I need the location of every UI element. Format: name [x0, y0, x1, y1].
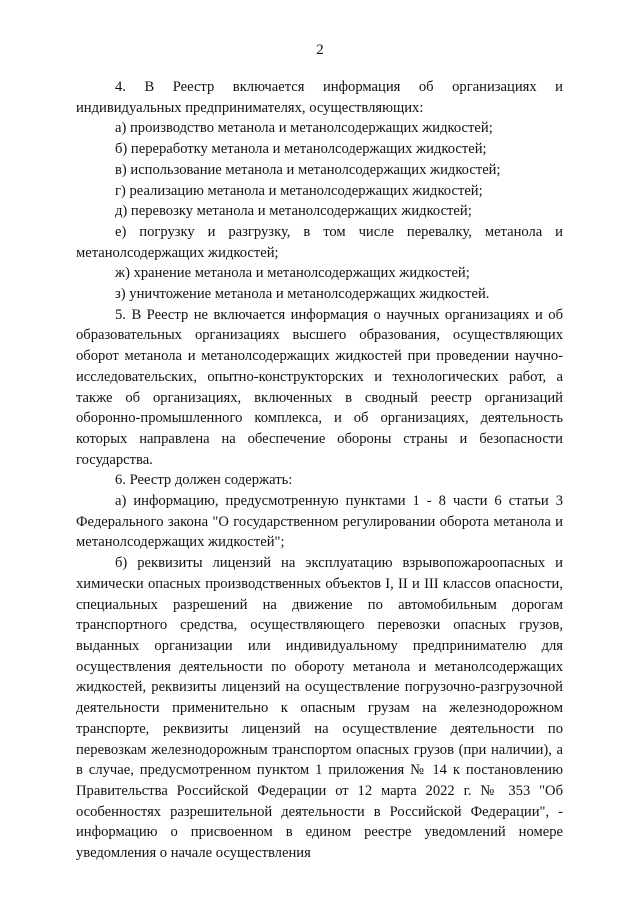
paragraph-item-4d: д) перевозку метанола и метанолсодержащих жидкостей; [115, 203, 472, 220]
paragraph-item-4-intro: 4. В Реестр включается информация об организациях и индивидуальных предпринимателях, осуществляющих: [76, 79, 563, 116]
paragraph-item-6a: а) информацию, предусмотренную пунктами 1 - 8 части 6 статьи 3 Федерального закона "О государственном регулировании оборота метанола и метанолсодержащих жидкостей"; [76, 493, 563, 551]
paragraph-item-4z: з) уничтожение метанола и метанолсодержащих жидкостей. [115, 286, 490, 303]
paragraph-item-4v: в) использование метанола и метанолсодержащих жидкостей; [115, 161, 501, 178]
paragraph-item-4e: е) погрузку и разгрузку, в том числе перевалку, метанола и метанолсодержащих жидкостей; [76, 223, 563, 261]
page-number: 2 [316, 42, 324, 58]
paragraph-item-4b: б) переработку метанола и метанолсодержащих жидкостей; [115, 141, 487, 158]
paragraph-item-5: 5. В Реестр не включается информация о научных организациях и об образовательных организациях высшего образования, осуществляющих оборот метанола и метанолсодержащих жидкостей при проведении научно-исследовательских, опытно-конструкторских и технологических работ, а также об организациях, включенных в сводный реестр организаций оборонно-промышленного комплекса, и об организациях, деятельность которых направлена на обеспечение обороны страны и безопасности государства. [76, 306, 563, 468]
paragraph-item-6b: б) реквизиты лицензий на эксплуатацию взрывопожароопасных и химически опасных производственных объектов I, II и III классов опасности, специальных разрешений на движение по автомобильным дорогам транспортного средства, осуществляющего перевозки опасных грузов, выданных организации или индивидуальному предпринимателю для осуществления деятельности по обороту метанола и метанолсодержащих жидкостей, реквизиты лицензий на осуществление погрузочно-разгрузочной деятельности применительно к опасным грузам на железнодорожном транспорте, реквизиты лицензий на осуществление деятельности по перевозкам железнодорожным транспортом опасных грузов (при наличии), а в случае, предусмотренном пунктом 1 приложения № 14 к постановлению Правительства Российской Федерации от 12 марта 2022 г. № 353 "Об особенностях разрешительной деятельности в Российской Федерации", - информацию о присвоенном в едином реестре уведомлений номере уведомления о начале осуществления [76, 555, 563, 862]
paragraph-item-4g: г) реализацию метанола и метанолсодержащих жидкостей; [115, 182, 483, 199]
paragraph-item-4a: а) производство метанола и метанолсодержащих жидкостей; [115, 120, 493, 137]
paragraph-item-6-intro: 6. Реестр должен содержать: [115, 472, 293, 489]
paragraph-item-4zh: ж) хранение метанола и метанолсодержащих жидкостей; [115, 265, 470, 282]
document-body [76, 77, 563, 864]
